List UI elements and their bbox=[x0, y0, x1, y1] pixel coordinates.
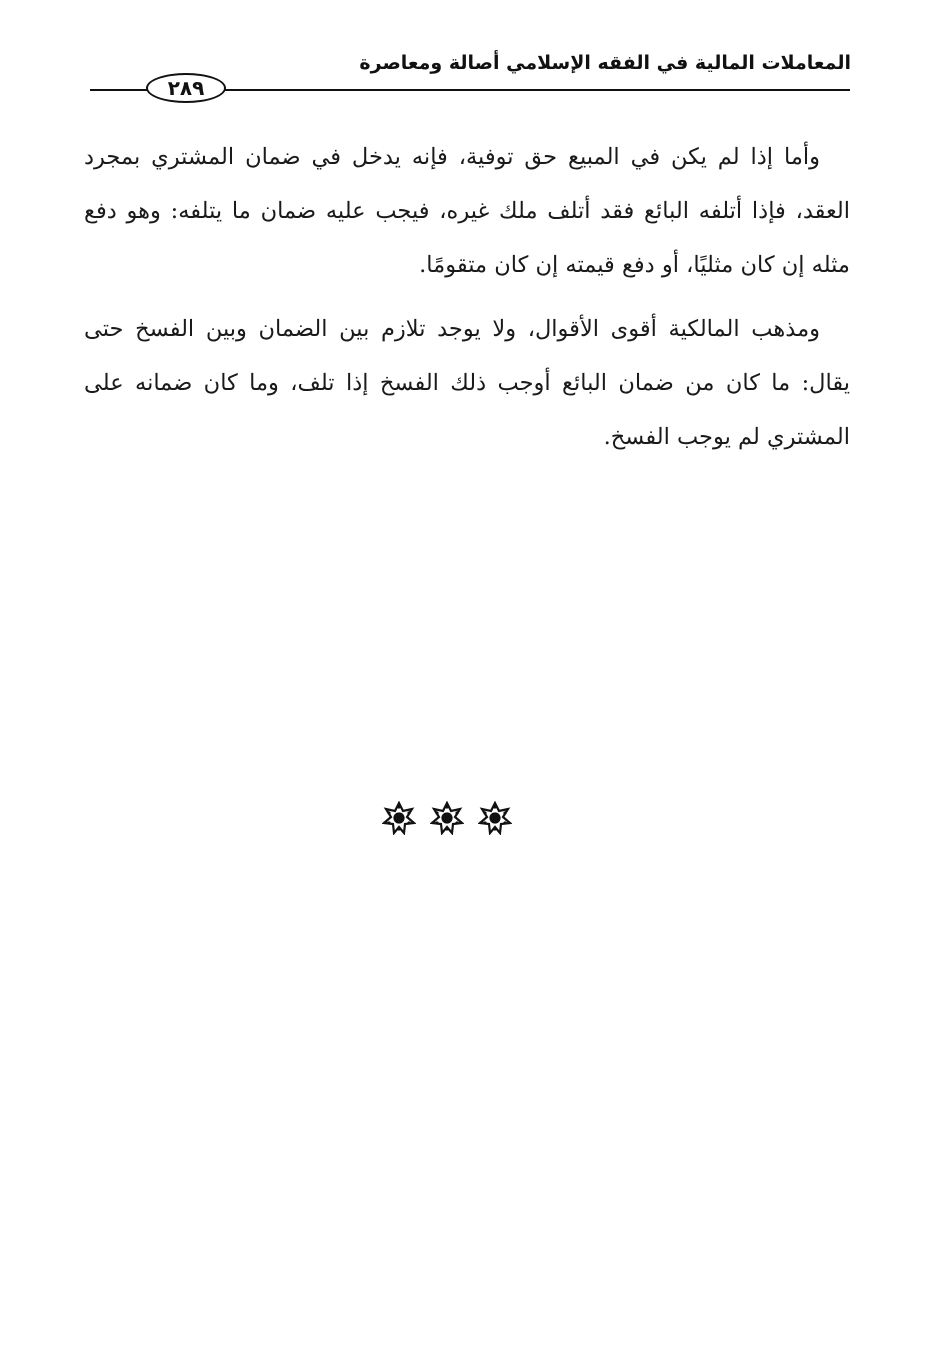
paragraph-1: وأما إذا لم يكن في المبيع حق توفية، فإنه يدخل في ضمان المشتري بمجرد العقد، فإذا أتلفه البائع فقد أتلف ملك غيره، فيجب عليه ضمان ما يتلفه: وهو دفع مثله إن كان مثليًا، أو دفع قيمته إن كان متقومًا. bbox=[84, 144, 850, 278]
page-number: ٢٨٩ bbox=[167, 76, 205, 100]
flower-ornament-icon bbox=[430, 801, 464, 835]
paragraph-2: ومذهب المالكية أقوى الأقوال، ولا يوجد تلازم بين الضمان وبين الفسخ حتى يقال: ما كان من ضمان البائع أوجب ذلك الفسخ إذا تلف، وما كان ضمانه على المشتري لم يوجب الفسخ. bbox=[84, 316, 850, 450]
running-header-title: المعاملات المالية في الفقه الإسلامي أصالة ومعاصرة bbox=[359, 52, 851, 74]
page-number-badge bbox=[146, 73, 226, 103]
flower-ornament-icon bbox=[382, 801, 416, 835]
flower-ornament-icon bbox=[478, 801, 512, 835]
section-end-ornaments bbox=[382, 800, 512, 836]
body-text bbox=[84, 130, 850, 474]
